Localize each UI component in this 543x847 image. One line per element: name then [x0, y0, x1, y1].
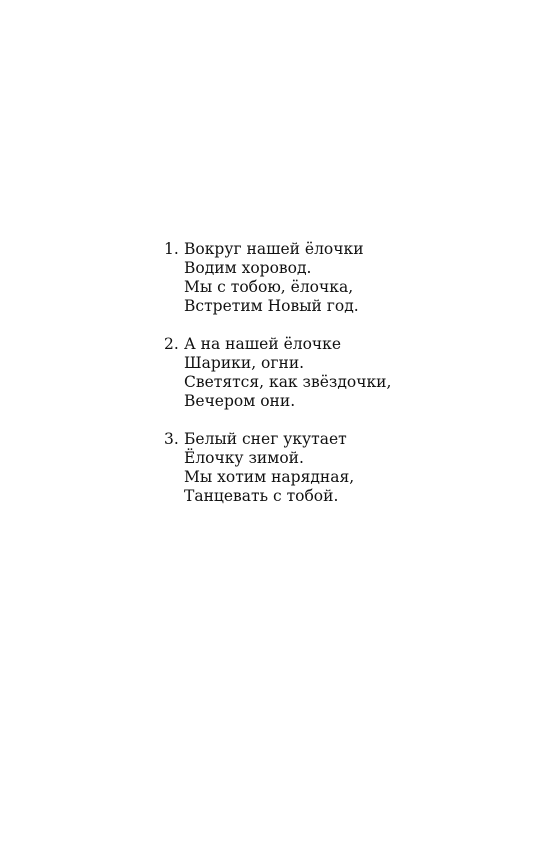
poem-line: Водим хоровод.	[184, 259, 312, 277]
poem-line: Ёлочку зимой.	[184, 449, 304, 467]
poem-line: Мы хотим нарядная,	[184, 468, 355, 486]
stanza-2	[164, 335, 391, 411]
poem-line: Встретим Новый год.	[184, 297, 359, 315]
stanza-lines	[184, 335, 391, 411]
poem	[164, 240, 391, 525]
poem-line: Вечером они.	[184, 392, 296, 410]
stanza-3	[164, 430, 391, 506]
poem-line: Вокруг нашей ёлочки	[184, 240, 364, 258]
stanza-lines	[184, 430, 354, 506]
stanza-lines	[184, 240, 364, 316]
stanza-number: 1.	[164, 240, 179, 258]
stanza-number: 3.	[164, 430, 179, 448]
poem-line: Шарики, огни.	[184, 354, 305, 372]
poem-line: А на нашей ёлочке	[184, 335, 342, 353]
poem-line: Мы с тобою, ёлочка,	[184, 278, 354, 296]
stanza-1	[164, 240, 391, 316]
stanza-number: 2.	[164, 335, 179, 353]
poem-line: Танцевать с тобой.	[184, 487, 339, 505]
poem-line: Белый снег укутает	[184, 430, 347, 448]
poem-line: Светятся, как звёздочки,	[184, 373, 392, 391]
